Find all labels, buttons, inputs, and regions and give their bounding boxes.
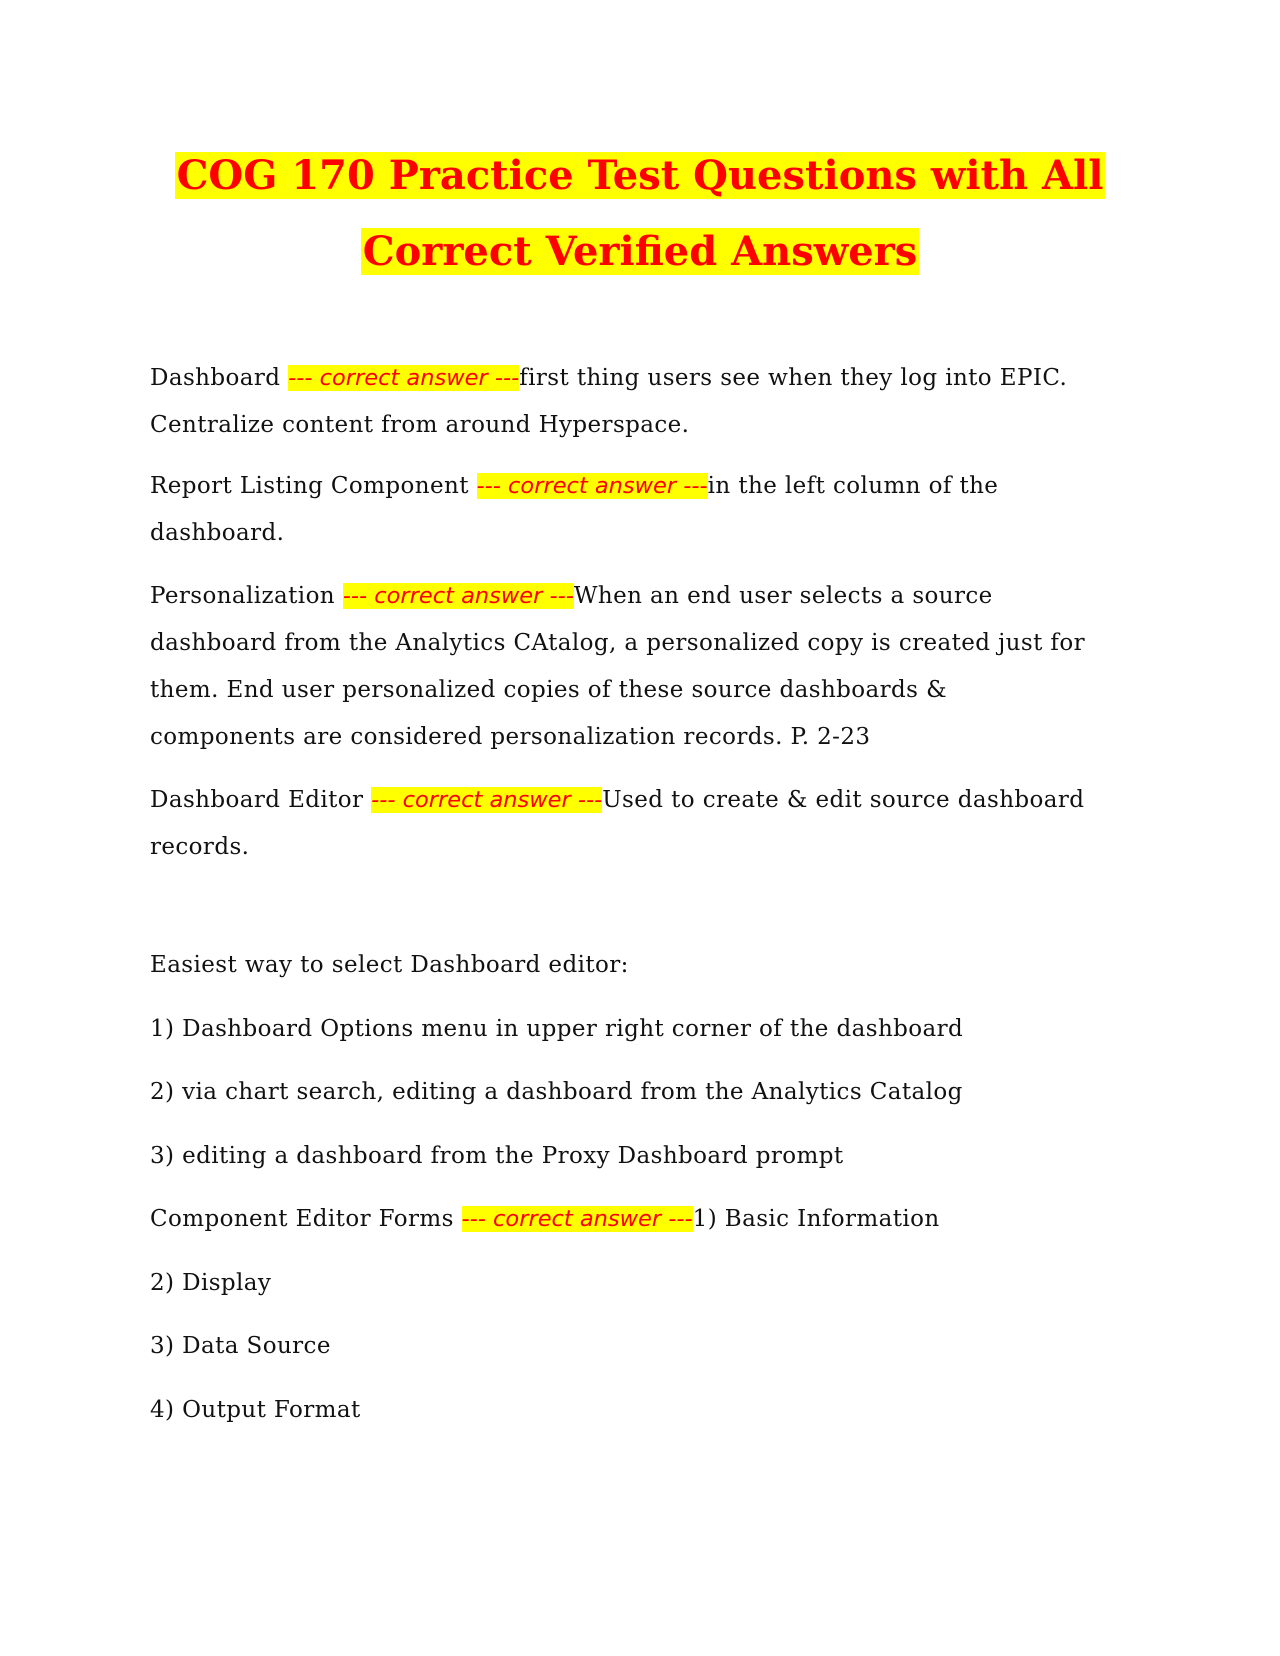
correct-answer-marker: --- correct answer --- <box>342 583 574 609</box>
correct-answer-marker: --- correct answer --- <box>476 473 708 499</box>
entry-definition: 1) Basic Information <box>692 1206 940 1232</box>
correct-answer-marker: --- correct answer --- <box>461 1206 693 1232</box>
entry-definition: Used to create & edit source dashboard records. <box>150 787 1085 860</box>
qa-entry-component-editor-forms <box>150 1196 1090 1243</box>
easiest-way-item-1: 1) Dashboard Options menu in upper right corner of the dashboard <box>150 1016 964 1042</box>
entry-term: Report Listing Component <box>150 473 477 499</box>
entry-definition: When an end user selects a source dashboard from the Analytics CAtalog, a personalized copy is created just for them. End user personalized copies of these source dashboards & components are considered personalization records. P. 2-23 <box>150 583 1085 750</box>
component-form-item-3: 3) Data Source <box>150 1333 331 1359</box>
entry-term: Personalization <box>150 583 343 609</box>
entry-definition: first thing users see when they log into EPIC. Centralize content from around Hyperspace. <box>150 365 1068 438</box>
entry-term: Dashboard Editor <box>150 787 372 813</box>
easiest-way-item-3: 3) editing a dashboard from the Proxy Dashboard prompt <box>150 1143 844 1169</box>
entry-term: Component Editor Forms <box>150 1206 462 1232</box>
easiest-way-item-2: 2) via chart search, editing a dashboard from the Analytics Catalog <box>150 1079 963 1105</box>
easiest-way-heading: Easiest way to select Dashboard editor: <box>150 952 629 978</box>
correct-answer-marker: --- correct answer --- <box>371 787 603 813</box>
qa-entry-dashboard <box>150 355 1090 449</box>
correct-answer-marker: --- correct answer --- <box>288 365 520 391</box>
document-title-line-1: COG 170 Practice Test Questions with All <box>176 152 1104 199</box>
component-form-item-4: 4) Output Format <box>150 1397 361 1423</box>
document-title-line-2: Correct Verified Answers <box>362 228 918 275</box>
qa-entry-personalization <box>150 573 1090 761</box>
qa-entry-report-listing <box>150 463 1090 557</box>
component-form-item-2: 2) Display <box>150 1270 272 1296</box>
entry-definition: in the left column of the dashboard. <box>150 473 999 546</box>
entry-term: Dashboard <box>150 365 289 391</box>
qa-entry-dashboard-editor <box>150 777 1090 871</box>
